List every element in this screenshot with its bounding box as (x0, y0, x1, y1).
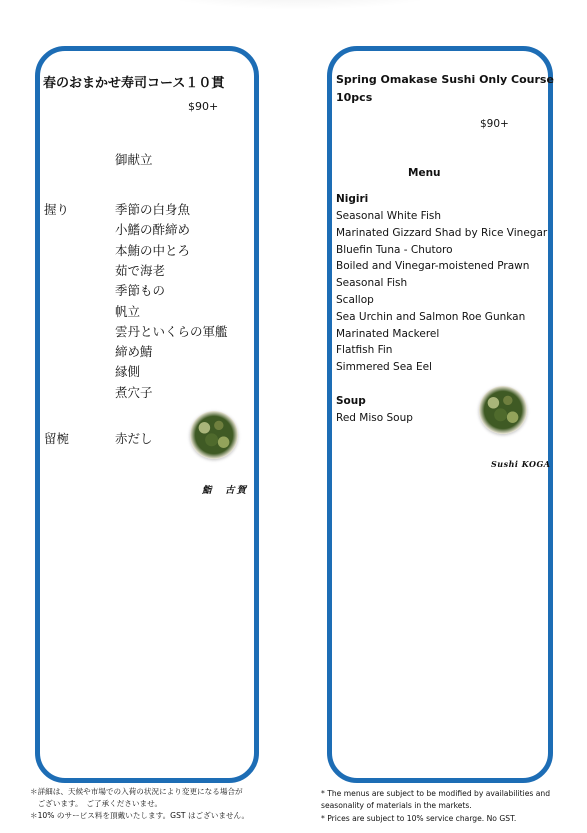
jp-nigiri-item: 帆立 (115, 303, 141, 319)
jp-soup-heading: 留椀 (44, 431, 70, 446)
jp-subtitle: 御献立 (115, 152, 153, 167)
en-course-title-line2: 10pcs (336, 91, 373, 104)
jp-nigiri-item: 煮穴子 (115, 384, 153, 400)
jp-footnote-1: ＊詳細は、天候や市場での入荷の状況により変更になる場合が (30, 787, 243, 796)
en-nigiri-item: Marinated Mackerel (336, 327, 440, 340)
jp-price: $90+ (188, 100, 219, 113)
en-nigiri-item: Scallop (336, 294, 374, 306)
en-menu-heading: Menu (408, 167, 441, 179)
jp-nigiri-item: 季節もの (115, 283, 166, 299)
en-soup-heading: Soup (336, 395, 366, 407)
en-footnote-3: * Prices are subject to 10% service charge. No GST. (321, 814, 517, 823)
en-nigiri-item: Simmered Sea Eel (336, 361, 432, 374)
jp-nigiri-item: 締め鯖 (115, 344, 153, 360)
en-nigiri-heading: Nigiri (336, 193, 369, 205)
jp-nigiri-item: 本鮪の中とろ (115, 242, 191, 258)
en-nigiri-item: Sea Urchin and Salmon Roe Gunkan (336, 310, 526, 323)
jp-nigiri-heading: 握り (44, 202, 70, 217)
en-nigiri-item: Seasonal White Fish (336, 210, 441, 222)
en-signature: Sushi KOGA (491, 459, 551, 469)
jp-nigiri-item: 小鰭の酢締め (115, 222, 191, 238)
en-course-title-line1: Spring Omakase Sushi Only Course (336, 73, 554, 86)
en-price: $90+ (480, 118, 509, 130)
en-nigiri-item: Marinated Gizzard Shad by Rice Vinegar (336, 226, 548, 239)
en-nigiri-item: Seasonal Fish (336, 277, 408, 290)
jp-nigiri-item: 茹で海老 (115, 262, 166, 278)
jp-nigiri-item: 季節の白身魚 (115, 202, 191, 217)
jp-nigiri-item: 雲丹といくらの軍艦 (115, 323, 228, 339)
jp-footnote-3: ＊10% のサービス料を頂戴いたします。GST はございません。 (30, 811, 250, 820)
en-soup-item: Red Miso Soup (336, 412, 413, 424)
sushi-photo-en (479, 386, 527, 434)
top-shadow (150, 0, 450, 10)
jp-soup-item: 赤だし (115, 431, 153, 446)
jp-course-title: 春のおまかせ寿司コース１０貫 (43, 76, 225, 91)
jp-signature: 鮨 古賀 (202, 485, 249, 496)
en-footnote-1: * The menus are subject to be modified by availabilities and (321, 789, 551, 798)
sushi-photo-jp (190, 411, 238, 459)
en-nigiri-item: Bluefin Tuna - Chutoro (336, 243, 453, 256)
en-nigiri-item: Boiled and Vinegar-moistened Prawn (336, 260, 530, 273)
en-footnote-2: seasonality of materials in the markets. (321, 801, 472, 810)
en-nigiri-item: Flatfish Fin (336, 344, 393, 357)
jp-footnote-2: ございます。 ご了承くださいませ。 (30, 799, 163, 808)
jp-nigiri-item: 縁側 (115, 364, 141, 380)
